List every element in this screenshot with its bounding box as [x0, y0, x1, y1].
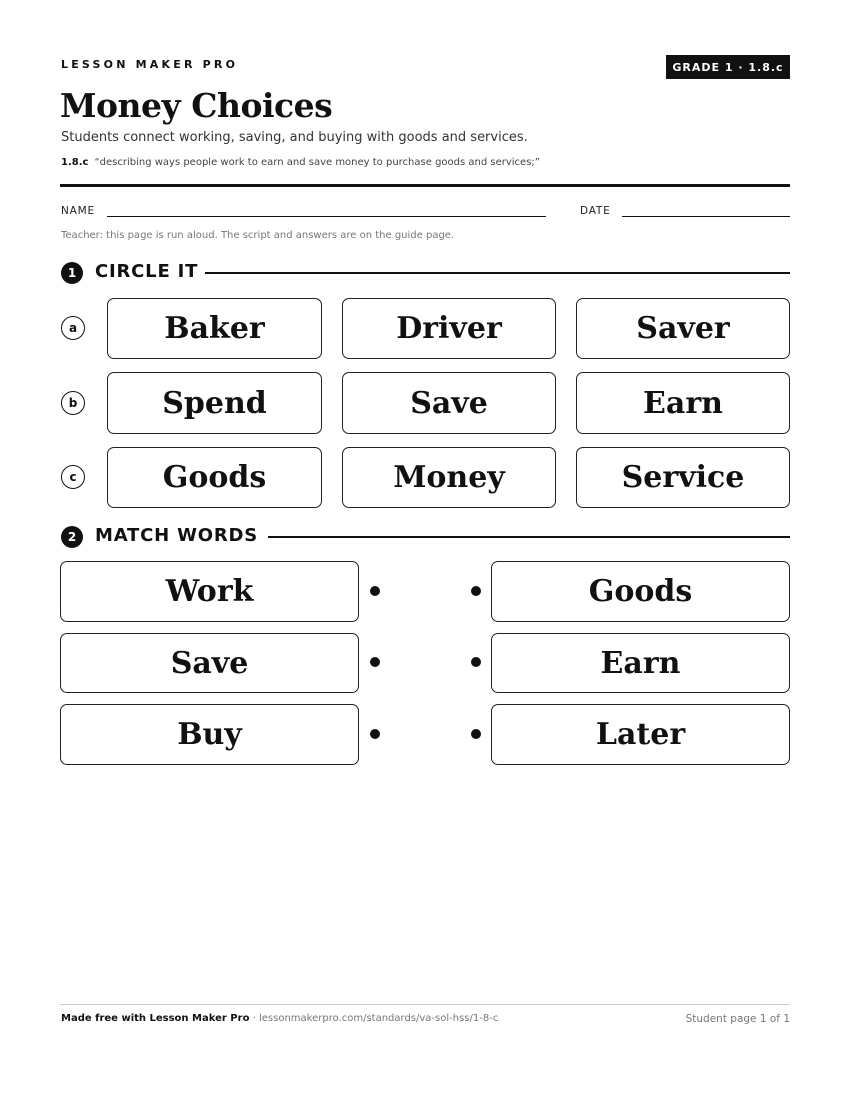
grade-badge: GRADE 1 · 1.8.c [666, 55, 790, 79]
standard-text: “describing ways people work to earn and save money to purchase goods and services;” [94, 157, 540, 168]
match-dot-left-2[interactable] [370, 657, 380, 667]
section-1-rule [205, 272, 790, 274]
match-dot-right-1[interactable] [471, 586, 481, 596]
section-2-rule [268, 536, 790, 538]
row-letter-a: a [61, 316, 85, 340]
match-left-work[interactable]: Work [60, 561, 359, 622]
name-label: NAME [61, 205, 95, 217]
footer-made-by: Made free with Lesson Maker Pro [61, 1013, 250, 1024]
page-title: Money Choices [60, 86, 333, 125]
match-right-later[interactable]: Later [491, 704, 790, 765]
section-2-title: MATCH WORDS [95, 525, 258, 546]
footer-page-number: Student page 1 of 1 [685, 1013, 790, 1025]
teacher-note: Teacher: this page is run aloud. The script and answers are on the guide page. [61, 230, 455, 241]
word-card-saver[interactable]: Saver [576, 298, 790, 359]
word-card-service[interactable]: Service [576, 447, 790, 508]
section-1-number: 1 [61, 262, 83, 284]
footer-url[interactable]: lessonmakerpro.com/standards/va-sol-hss/1-8-c [258, 1013, 499, 1024]
date-label: DATE [580, 205, 611, 217]
match-right-goods[interactable]: Goods [491, 561, 790, 622]
word-card-save[interactable]: Save [342, 372, 556, 434]
standard-line [61, 157, 540, 168]
word-card-driver[interactable]: Driver [342, 298, 556, 359]
page-subtitle: Students connect working, saving, and buying with goods and services. [61, 130, 528, 145]
row-letter-c: c [61, 465, 85, 489]
section-1-title: CIRCLE IT [95, 261, 199, 282]
row-letter-b: b [61, 391, 85, 415]
match-dot-left-3[interactable] [370, 729, 380, 739]
word-card-earn[interactable]: Earn [576, 372, 790, 434]
standard-code: 1.8.c [61, 157, 89, 168]
match-left-save[interactable]: Save [60, 633, 359, 693]
footer-divider [60, 1004, 790, 1005]
section-2-number: 2 [61, 526, 83, 548]
brand-name: LESSON MAKER PRO [61, 58, 239, 71]
name-field[interactable] [107, 216, 546, 217]
match-dot-right-3[interactable] [471, 729, 481, 739]
match-right-earn[interactable]: Earn [491, 633, 790, 693]
header-divider [60, 184, 790, 187]
match-dot-right-2[interactable] [471, 657, 481, 667]
word-card-money[interactable]: Money [342, 447, 556, 508]
word-card-goods[interactable]: Goods [107, 447, 322, 508]
word-card-spend[interactable]: Spend [107, 372, 322, 434]
date-field[interactable] [622, 216, 790, 217]
footer-credit [61, 1013, 498, 1024]
match-dot-left-1[interactable] [370, 586, 380, 596]
word-card-baker[interactable]: Baker [107, 298, 322, 359]
match-left-buy[interactable]: Buy [60, 704, 359, 765]
footer-separator: · [249, 1013, 259, 1024]
